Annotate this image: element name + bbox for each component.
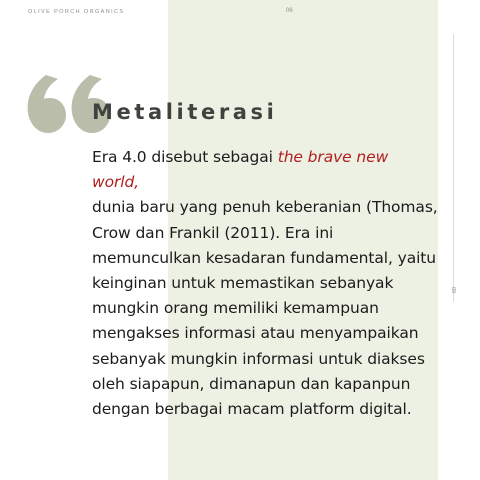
body-line: mungkin orang memiliki kemampuan — [92, 299, 379, 318]
brand-name: OLIVE PORCH ORGANICS — [28, 9, 125, 15]
body-line: keinginan untuk memastikan sebanyak — [92, 274, 394, 293]
page-number-top: 06 — [286, 8, 293, 14]
body-line: dengan berbagai macam platform digital. — [92, 400, 412, 419]
body-line: Era 4.0 disebut sebagai the brave new world, — [92, 148, 389, 192]
page-number-side: 09 — [450, 287, 456, 294]
body-line: mengakses informasi atau menyampaikan — [92, 324, 419, 343]
article-title: Metaliterasi — [92, 100, 278, 124]
side-divider — [453, 34, 454, 302]
emphasis-text: the brave new world, — [92, 148, 389, 192]
body-line: sebanyak mungkin informasi untuk diakses — [92, 349, 425, 368]
article-body — [92, 145, 438, 422]
body-line: memunculkan kesadaran fundamental, yaitu — [92, 248, 436, 267]
body-line: dunia baru yang penuh keberanian (Thomas, — [92, 198, 438, 217]
body-line: Crow dan Frankil (2011). Era ini — [92, 223, 334, 242]
body-line: oleh siapapun, dimanapun dan kapanpun — [92, 374, 411, 393]
